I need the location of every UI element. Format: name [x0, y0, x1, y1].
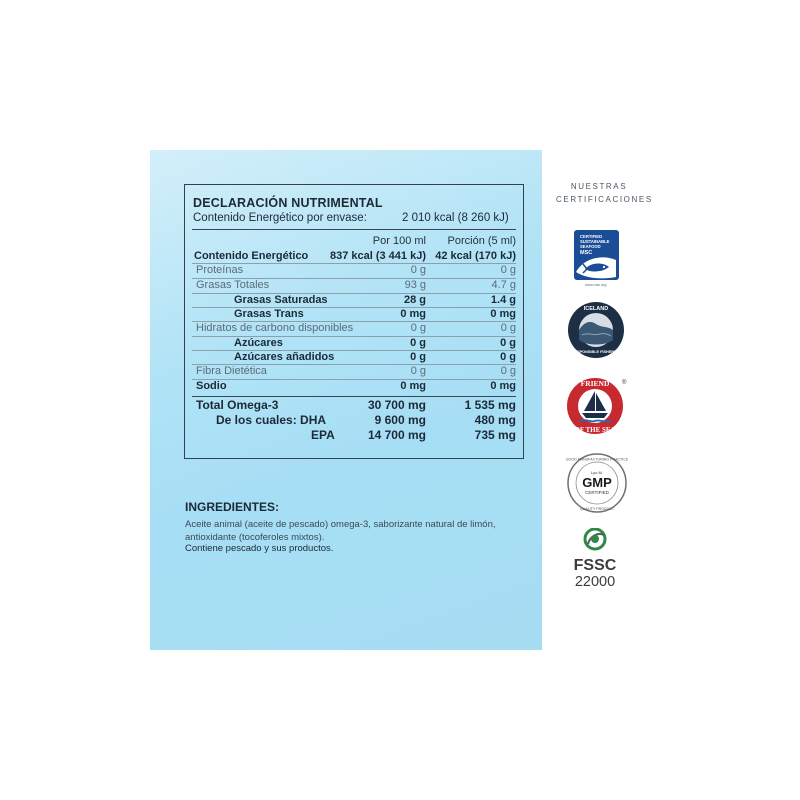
nutrient-value-portion: 1.4 g [490, 294, 516, 306]
nutrient-value-per100: 0 g [410, 351, 426, 363]
nutrient-label: EPA [311, 428, 335, 442]
energy-per-container-label: Contenido Energético por envase: [193, 212, 367, 224]
nutrient-value-portion: 0 mg [490, 380, 516, 392]
nutrient-label: De los cuales: DHA [216, 413, 327, 427]
nutrient-label: Total Omega-3 [196, 398, 279, 412]
iceland-top-text: ICELAND [583, 306, 609, 312]
row-divider [192, 263, 516, 264]
row-divider [192, 321, 516, 322]
fos-registered-mark: ® [622, 380, 627, 386]
certifications-title-line2: CERTIFICACIONES [556, 195, 653, 204]
certifications-title [556, 180, 653, 206]
nutrient-value-per100: 0 g [410, 322, 426, 334]
column-header-per100: Por 100 ml [372, 235, 426, 247]
nutrient-value-portion: 1 535 mg [464, 398, 516, 412]
nutrient-value-portion: 4.7 g [491, 279, 516, 291]
allergen-note: Contiene pescado y sus productos. [185, 543, 334, 554]
nutrient-label: Grasas Saturadas [234, 294, 328, 306]
nutrient-value-per100: 0 g [410, 337, 426, 349]
fssc-22000-badge [566, 528, 628, 590]
nutrient-label: Proteínas [196, 264, 244, 276]
iceland-bottom-text: RESPONSIBLE FISHERIES [571, 350, 621, 354]
msc-logo-icon [571, 228, 626, 288]
gmp-sub-text: CERTIFIED [585, 490, 609, 495]
fos-bottom-text: OF THE SEA [574, 426, 616, 434]
nutrient-label: Grasas Trans [234, 308, 304, 320]
nutrient-value-portion: 480 mg [474, 413, 516, 427]
nutrient-value-portion: 0 g [500, 264, 516, 276]
nutrient-value-portion: 0 g [500, 351, 516, 363]
friend-of-the-sea-logo-icon [564, 375, 630, 437]
gmp-arc-top-text: GOOD MANUFACTURING PRACTICE [566, 457, 628, 462]
iceland-responsible-fisheries-badge [566, 300, 626, 360]
nutrition-title: DECLARACIÓN NUTRIMENTAL [193, 196, 383, 210]
row-divider [192, 350, 516, 351]
nutrient-value-per100: 0 g [410, 365, 426, 377]
msc-line3: SEAFOOD [580, 244, 601, 249]
fssc-line1: FSSC [573, 557, 617, 574]
nutrient-value-per100: 0 g [410, 264, 426, 276]
table-divider [192, 229, 516, 230]
energy-per-container-value: 2 010 kcal (8 260 kJ) [402, 212, 509, 224]
fssc-logo-icon [566, 528, 628, 590]
row-divider [192, 293, 516, 294]
row-divider [192, 336, 516, 337]
msc-line4: MSC [580, 250, 593, 256]
nutrient-label: Sodio [196, 380, 227, 392]
gmp-certified-badge [566, 452, 628, 514]
gmp-arc-bottom-text: QUALITY PRODUCT [579, 507, 615, 511]
omega-divider [192, 396, 516, 397]
msc-url: www.msc.org [585, 283, 607, 287]
nutrient-value-per100: 9 600 mg [374, 413, 426, 427]
nutrient-value-portion: 0 g [500, 365, 516, 377]
column-header-portion: Porción (5 ml) [447, 235, 516, 247]
nutrient-label: Fibra Dietética [196, 365, 267, 377]
nutrient-value-portion: 0 mg [490, 308, 516, 320]
certifications-title-line1: NUESTRAS [570, 182, 628, 191]
gmp-main-text: GMP [582, 475, 612, 490]
nutrient-value-portion: 0 g [500, 322, 516, 334]
nutrient-label: Contenido Energético [194, 250, 309, 262]
row-divider [192, 278, 516, 279]
msc-certification-badge [571, 228, 626, 288]
nutrient-value-per100: 0 mg [400, 308, 426, 320]
row-divider [192, 379, 516, 380]
friend-of-the-sea-badge [564, 375, 630, 437]
msc-line1: CERTIFIED [580, 234, 603, 239]
nutrient-value-portion: 42 kcal (170 kJ) [435, 250, 516, 262]
ingredients-title: INGREDIENTES: [185, 500, 280, 514]
nutrient-value-portion: 735 mg [474, 428, 516, 442]
row-divider [192, 307, 516, 308]
ingredients-text: Aceite animal (aceite de pescado) omega-3, saborizante natural de limón, antioxidante (tocoferoles mixtos). [185, 519, 496, 543]
iceland-fisheries-logo-icon [566, 300, 626, 360]
fssc-line2: 22000 [574, 574, 616, 590]
nutrient-value-per100: 30 700 mg [367, 398, 426, 412]
gmp-lyo-text: Lyo M. [591, 470, 603, 475]
gmp-logo-icon [566, 452, 628, 514]
nutrient-value-portion: 0 g [500, 337, 516, 349]
nutrient-label: Azúcares añadidos [234, 351, 335, 363]
nutrient-value-per100: 28 g [403, 294, 426, 306]
fos-top-text: FRIEND [580, 379, 610, 388]
nutrient-value-per100: 93 g [404, 279, 426, 291]
nutrient-label: Hidratos de carbono disponibles [196, 322, 354, 334]
msc-line2: SUSTAINABLE [580, 239, 610, 244]
nutrient-value-per100: 837 kcal (3 441 kJ) [329, 250, 426, 262]
row-divider [192, 364, 516, 365]
nutrient-label: Grasas Totales [196, 279, 270, 291]
nutrient-value-per100: 14 700 mg [367, 428, 426, 442]
nutrient-value-per100: 0 mg [400, 380, 426, 392]
nutrient-label: Azúcares [234, 337, 283, 349]
